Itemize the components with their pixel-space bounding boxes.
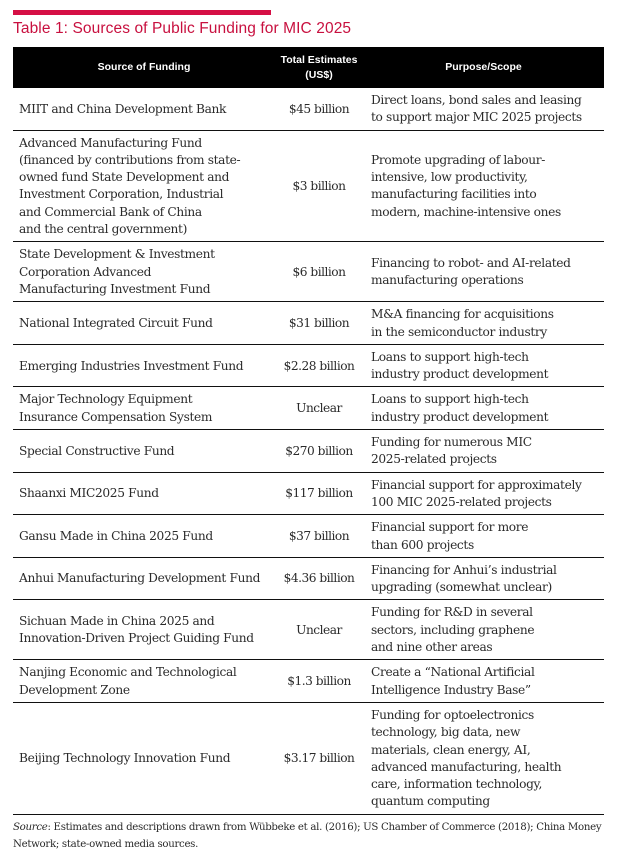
table-row: [13, 130, 604, 242]
cell-source-of-funding: [13, 600, 275, 660]
cell-source-of-funding-line: Corporation Advanced: [19, 264, 152, 279]
cell-source-of-funding-line: Shaanxi MIC2025 Fund: [19, 486, 159, 501]
cell-source-of-funding-line: Anhui Manufacturing Development Fund: [19, 571, 261, 586]
cell-purpose-scope-line: in the semiconductor industry: [371, 324, 547, 339]
table-row: [13, 557, 604, 600]
header-total-estimates-line1: Total Estimates: [280, 53, 358, 66]
cell-source-of-funding-line: MIIT and China Development Bank: [19, 101, 227, 116]
cell-purpose-scope: [363, 515, 604, 558]
table-row: [13, 242, 604, 302]
cell-source-of-funding: [13, 557, 275, 600]
cell-purpose-scope: [363, 302, 604, 345]
cell-purpose-scope-line: Direct loans, bond sales and leasing: [371, 93, 582, 107]
table-row: [13, 600, 604, 660]
cell-purpose-scope-line: manufacturing operations: [371, 273, 524, 288]
cell-source-of-funding: [13, 344, 275, 387]
cell-source-of-funding-line: Investment Corporation, Industrial: [19, 187, 224, 202]
cell-purpose-scope-line: quantum computing: [371, 794, 490, 809]
table-row: [13, 344, 604, 387]
cell-purpose-scope-line: modern, machine-intensive ones: [371, 204, 561, 219]
header-total-estimates-line2: (US$): [305, 68, 333, 81]
cell-source-of-funding-line: and the central government): [19, 222, 188, 237]
header-purpose-scope: Purpose/Scope: [363, 47, 604, 88]
cell-purpose-scope-line: Financial support for approximately: [371, 477, 582, 492]
table-header: [13, 47, 604, 88]
cell-purpose-scope: [363, 242, 604, 302]
table-row: [13, 702, 604, 814]
cell-source-of-funding-line: Major Technology Equipment: [19, 392, 193, 407]
cell-source-of-funding: [13, 430, 275, 473]
cell-total-estimate: $6 billion: [275, 242, 363, 302]
cell-purpose-scope-line: than 600 projects: [371, 537, 474, 552]
table-row: [13, 430, 604, 473]
cell-source-of-funding-line: and Commercial Bank of China: [19, 204, 202, 219]
cell-purpose-scope: [363, 88, 604, 130]
cell-source-of-funding: [13, 387, 275, 430]
cell-source-of-funding: [13, 302, 275, 345]
cell-total-estimate: $31 billion: [275, 302, 363, 345]
cell-source-of-funding: [13, 702, 275, 814]
cell-total-estimate: Unclear: [275, 387, 363, 430]
cell-source-of-funding-line: Gansu Made in China 2025 Fund: [19, 528, 213, 543]
cell-purpose-scope-line: care, information technology,: [371, 777, 542, 792]
cell-purpose-scope-line: 100 MIC 2025-related projects: [371, 494, 552, 509]
cell-total-estimate: $4.36 billion: [275, 557, 363, 600]
cell-source-of-funding: [13, 242, 275, 302]
cell-source-of-funding-line: Emerging Industries Investment Fund: [19, 358, 244, 373]
cell-source-of-funding-line: Insurance Compensation System: [19, 409, 213, 424]
cell-purpose-scope-line: manufacturing facilities into: [371, 187, 537, 202]
cell-purpose-scope-line: Funding for numerous MIC: [371, 435, 532, 450]
cell-purpose-scope-line: 2025-related projects: [371, 452, 497, 467]
cell-purpose-scope-line: Create a “National Artificial: [371, 665, 535, 680]
cell-source-of-funding-line: Nanjing Economic and Technological: [19, 665, 237, 680]
cell-source-of-funding: [13, 472, 275, 515]
source-label: Source: [13, 822, 48, 833]
cell-purpose-scope-line: Funding for R&D in several: [371, 605, 533, 620]
cell-purpose-scope-line: Loans to support high-tech: [371, 349, 529, 364]
source-note: [13, 819, 633, 853]
table-row: [13, 88, 604, 130]
cell-source-of-funding-line: (financed by contributions from state-: [19, 152, 241, 167]
cell-source-of-funding: [13, 660, 275, 703]
cell-purpose-scope-line: industry product development: [371, 367, 549, 382]
title-accent-bar: [13, 10, 271, 15]
cell-source-of-funding-line: Sichuan Made in China 2025 and: [19, 614, 215, 629]
funding-table: [13, 47, 604, 815]
header-row: [13, 47, 604, 88]
cell-purpose-scope-line: Financing for Anhui’s industrial: [371, 562, 557, 577]
table-row: [13, 302, 604, 345]
cell-total-estimate: $3.17 billion: [275, 702, 363, 814]
cell-total-estimate: $270 billion: [275, 430, 363, 473]
cell-total-estimate: $2.28 billion: [275, 344, 363, 387]
cell-total-estimate: Unclear: [275, 600, 363, 660]
cell-purpose-scope: [363, 600, 604, 660]
cell-purpose-scope-line: and nine other areas: [371, 640, 493, 655]
cell-source-of-funding-line: Advanced Manufacturing Fund: [19, 135, 202, 150]
table-row: [13, 660, 604, 703]
cell-purpose-scope: [363, 660, 604, 703]
cell-total-estimate: $117 billion: [275, 472, 363, 515]
cell-purpose-scope: [363, 557, 604, 600]
cell-purpose-scope-line: materials, clean energy, AI,: [371, 742, 531, 757]
cell-purpose-scope-line: Funding for optoelectronics: [371, 707, 534, 722]
cell-purpose-scope-line: to support major MIC 2025 projects: [371, 110, 582, 125]
source-text: : Estimates and descriptions drawn from Wübbeke et al. (2016); US Chamber of Commerce (2018); China Money Network; state-owned media sources.: [13, 822, 602, 850]
table-row: [13, 515, 604, 558]
cell-source-of-funding-line: National Integrated Circuit Fund: [19, 315, 213, 330]
cell-purpose-scope-line: industry product development: [371, 409, 549, 424]
cell-purpose-scope: [363, 702, 604, 814]
cell-purpose-scope-line: sectors, including graphene: [371, 622, 535, 637]
cell-purpose-scope: [363, 387, 604, 430]
cell-purpose-scope-line: M&A financing for acquisitions: [371, 307, 554, 322]
cell-purpose-scope-line: Loans to support high-tech: [371, 392, 529, 407]
cell-purpose-scope: [363, 472, 604, 515]
cell-total-estimate: $3 billion: [275, 130, 363, 242]
cell-purpose-scope: [363, 344, 604, 387]
cell-source-of-funding: [13, 88, 275, 130]
cell-purpose-scope-line: Financing to robot- and AI-related: [371, 256, 571, 271]
cell-purpose-scope-line: Intelligence Industry Base”: [371, 682, 531, 697]
cell-purpose-scope-line: intensive, low productivity,: [371, 170, 528, 185]
table-row: [13, 472, 604, 515]
header-source-of-funding: Source of Funding: [13, 47, 275, 88]
cell-source-of-funding-line: owned fund State Development and: [19, 170, 230, 185]
cell-total-estimate: $37 billion: [275, 515, 363, 558]
cell-source-of-funding-line: Innovation-Driven Project Guiding Fund: [19, 631, 254, 646]
cell-purpose-scope-line: Promote upgrading of labour-: [371, 152, 546, 167]
cell-source-of-funding-line: Special Constructive Fund: [19, 443, 175, 458]
cell-source-of-funding-line: Beijing Technology Innovation Fund: [19, 751, 231, 766]
cell-purpose-scope: [363, 130, 604, 242]
cell-source-of-funding: [13, 130, 275, 242]
header-total-estimates: [275, 47, 363, 88]
cell-purpose-scope-line: advanced manufacturing, health: [371, 759, 562, 774]
cell-purpose-scope: [363, 430, 604, 473]
cell-purpose-scope-line: Financial support for more: [371, 520, 529, 535]
table-row: [13, 387, 604, 430]
cell-source-of-funding: [13, 515, 275, 558]
cell-purpose-scope-line: technology, big data, new: [371, 725, 521, 740]
cell-total-estimate: $45 billion: [275, 88, 363, 130]
cell-source-of-funding-line: Development Zone: [19, 682, 130, 697]
cell-total-estimate: $1.3 billion: [275, 660, 363, 703]
table-title: Table 1: Sources of Public Funding for MIC 2025: [13, 20, 352, 37]
cell-purpose-scope-line: upgrading (somewhat unclear): [371, 580, 552, 595]
cell-source-of-funding-line: State Development & Investment: [19, 247, 215, 262]
cell-source-of-funding-line: Manufacturing Investment Fund: [19, 281, 211, 296]
table-body: [13, 88, 604, 814]
